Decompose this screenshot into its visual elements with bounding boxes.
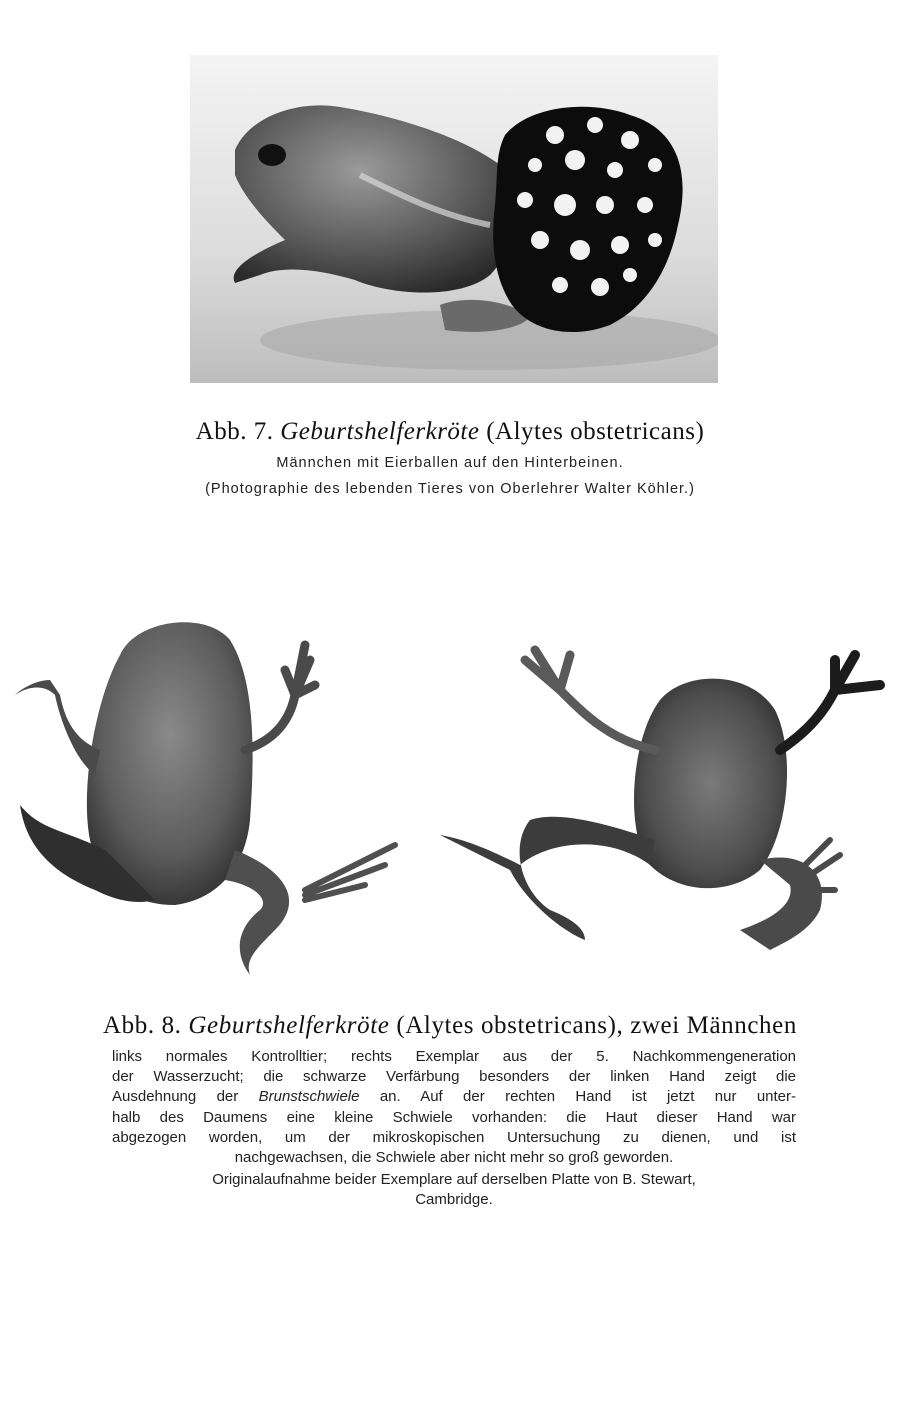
figure7-label: Abb. 7. (195, 418, 274, 445)
figure7-photo (190, 55, 718, 383)
figure8-caption-body (112, 1047, 796, 1211)
figure8-photo-right (410, 600, 900, 1010)
caption-term: Brunstschwiele (258, 1088, 360, 1106)
toad-left-arm-left (15, 680, 100, 775)
toad-right-arm-right (780, 655, 880, 750)
caption-fragment: Ausdehnung der (112, 1088, 239, 1106)
caption-line: der Wasserzucht; die schwarze Verfärbung besonders der linken Hand zeigt die (112, 1068, 796, 1086)
toad-left-foot-right (305, 845, 395, 900)
toad-left-arm-right (245, 645, 315, 750)
figure7-caption-title (0, 418, 900, 446)
caption-credit-line1: Originalaufnahme beider Exemplare auf derselben Platte von B. Stewart, (212, 1171, 696, 1189)
figure7-species-common: Geburtshelferkröte (280, 418, 480, 445)
caption-credit-line2: Cambridge. (415, 1191, 493, 1209)
figure8-label: Abb. 8. (103, 1012, 182, 1039)
toad-left-leg-right (225, 850, 289, 975)
figure8-species-latin: (Alytes obstetricans), zwei Männchen (396, 1012, 797, 1039)
caption-line: links normales Kontrolltier; rechts Exemplar aus der 5. Nachkommengeneration (112, 1048, 796, 1065)
toad-eye (258, 144, 286, 166)
caption-line: halb des Daumens eine kleine Schwiele vorhanden: die Haut dieser Hand war (112, 1108, 796, 1126)
figure8-photo-left (5, 600, 410, 1010)
toad-right-body (634, 679, 787, 889)
caption-line (112, 1087, 796, 1107)
figure8-caption-title (0, 1012, 900, 1040)
toad-right-arm-left (525, 650, 655, 750)
caption-line: nachgewachsen, die Schwiele aber nicht mehr so groß geworden. (234, 1149, 674, 1167)
figure7-caption-line2: (Photographie des lebenden Tieres von Oberlehrer Walter Köhler.) (205, 481, 695, 497)
figure7-caption-line1: Männchen mit Eierballen auf den Hinterbeinen. (276, 455, 624, 471)
figure7-species-latin: (Alytes obstetricans) (486, 418, 705, 445)
figure8-species-common: Geburtshelferkröte (188, 1012, 390, 1039)
caption-fragment: an. Auf der rechten Hand ist jetzt nur unter- (379, 1088, 797, 1106)
toad-right-leg-left (440, 817, 655, 940)
caption-line: abgezogen worden, um der mikroskopischen Untersuchung zu dienen, und ist (112, 1128, 796, 1146)
